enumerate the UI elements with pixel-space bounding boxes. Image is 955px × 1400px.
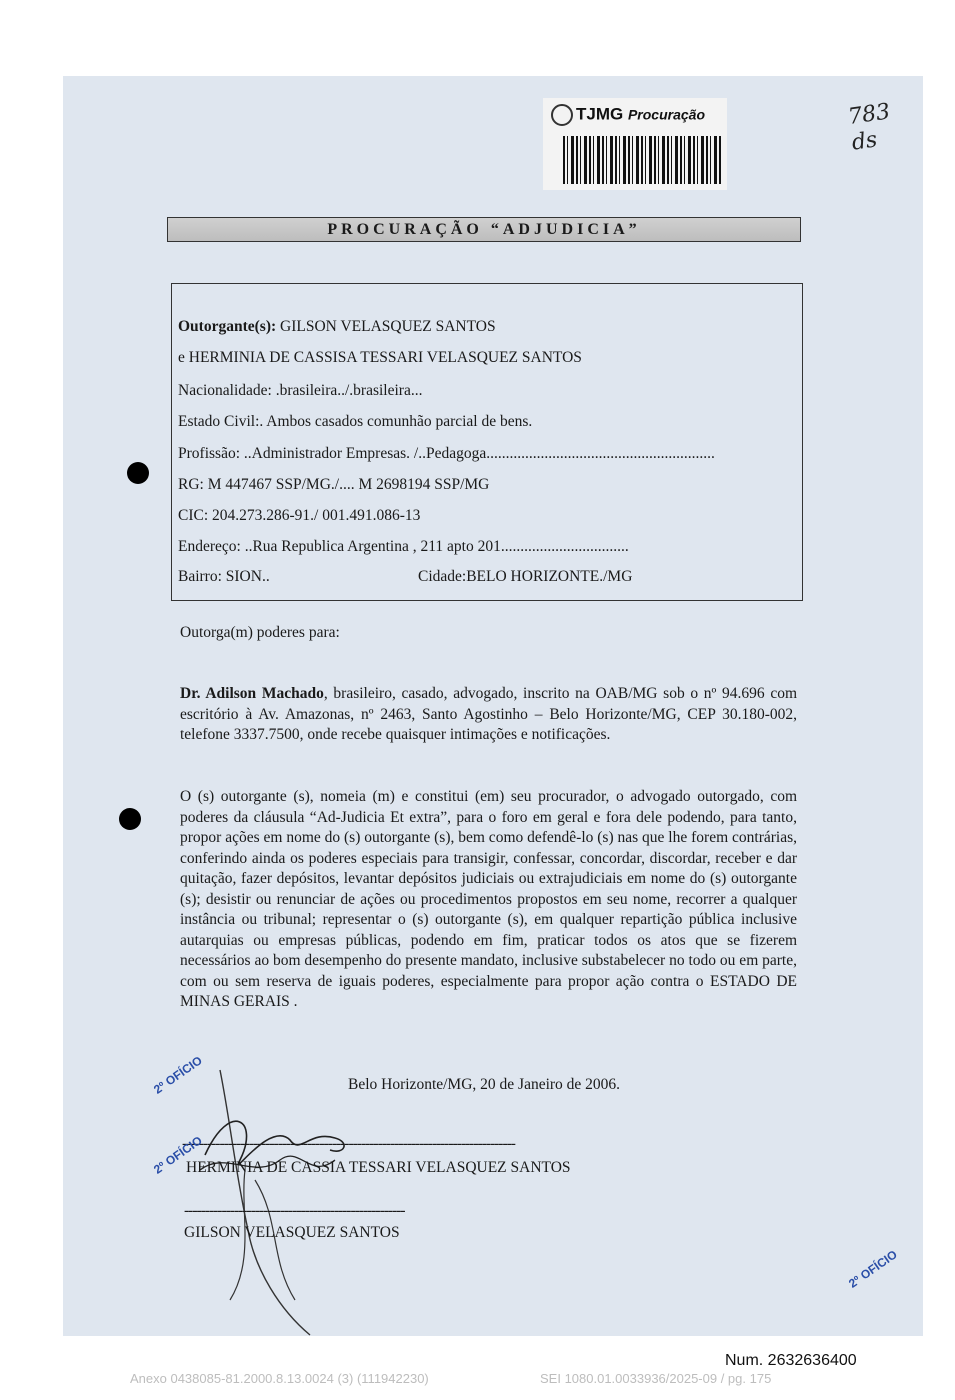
signer-2-name: GILSON VELASQUEZ SANTOS [184, 1224, 400, 1241]
handwritten-page-number [847, 99, 896, 156]
notary-stamp-3: 2º OFÍCIO [846, 1247, 900, 1291]
cidade: Cidade:BELO HORIZONTE./MG [418, 568, 633, 585]
signer-1-name: HERMINIA DE CASSIA TESSARI VELASQUEZ SANTOS [186, 1159, 571, 1176]
grantor-name-2: e HERMINIA DE CASSISA TESSARI VELASQUEZ SANTOS [178, 349, 582, 366]
notary-stamp-1: 2º OFÍCIO [151, 1053, 205, 1097]
grantor-name-1: GILSON VELASQUEZ SANTOS [280, 318, 496, 335]
footer-sei: SEI 1080.01.0033936/2025-09 / pg. 175 [540, 1371, 772, 1386]
barcode [563, 136, 723, 184]
attorney-name: Dr. Adilson Machado [180, 685, 324, 702]
seal-icon [551, 104, 573, 126]
grantor-line-1 [178, 318, 496, 336]
handnote-line1: 783 [846, 99, 892, 130]
stamp-header [551, 104, 705, 126]
handwritten-signatures [160, 1060, 400, 1340]
stamp-sublabel: Procuração [627, 106, 706, 123]
profissao: Profissão: ..Administrador Empresas. /..Pedagoga........................................................... [178, 445, 715, 462]
notary-stamp-2: 2º OFÍCIO [151, 1133, 205, 1177]
handnote-line2: ds [850, 127, 879, 156]
estado-civil: Estado Civil:. Ambos casados comunhão parcial de bens. [178, 413, 533, 430]
nacionalidade: Nacionalidade: .brasileira../.brasileira... [178, 382, 423, 399]
footer-num: Num. 2632636400 [725, 1352, 857, 1369]
powers-paragraph: O (s) outorgante (s), nomeia (m) e constitui (em) seu procurador, o advogado outorgado, com poderes da cláusula “Ad-Judicia Et extra”, para o foro em geral e fora dele podendo, para tanto, propor ações em nome do (s) outorgante (s), bem como defendê-lo (s) nas que lhe forem contrárias, conferindo ainda os poderes especiais para transigir, confessar, concordar, discordar, receber e dar quitação, fazer depósitos, levantar depósitos judiciais ou extrajudiciais em nome do (s) outorgante (s); desistir ou renunciar de ações ou procedimentos propostos em seu nome, recorrer a qualquer instância ou tribunal; representar o (s) outorgante (s), em qualquer repartição pública inclusive autarquias ou empresas públicas, podendo em fim, praticar todos os atos que se fizerem necessários ao bom desempenho do presente mandato, inclusive substabelecer no todo ou em parte, com ou sem reserva de iguais poderes, especialmente para propor ação contra o ESTADO DE MINAS GERAIS . [180, 788, 797, 1010]
powers-intro: Outorga(m) poderes para: [180, 624, 340, 641]
signature-line-1: -------------------------------------------------------------------------------- [182, 1135, 515, 1152]
cic: CIC: 204.273.286-91./ 001.491.086-13 [178, 507, 421, 524]
endereco: Endereço: ..Rua Republica Argentina , 211 apto 201................................. [178, 538, 629, 555]
place-date: Belo Horizonte/MG, 20 de Janeiro de 2006. [348, 1076, 621, 1093]
stamp-label: TJMG [576, 104, 624, 124]
attorney-paragraph [180, 684, 797, 746]
tjmg-barcode-stamp [543, 98, 727, 190]
bairro: Bairro: SION.. [178, 568, 270, 585]
punch-hole-top [127, 462, 149, 484]
footer-annex: Anexo 0438085-81.2000.8.13.0024 (3) (111942230) [130, 1371, 429, 1386]
punch-hole-bottom [119, 808, 141, 830]
document-title: PROCURAÇÃO “ADJUDICIA” [167, 217, 801, 242]
rg: RG: M 447467 SSP/MG./.... M 2698194 SSP/MG [178, 476, 490, 493]
grantor-label: Outorgante(s): [178, 318, 277, 335]
attorney-details: , brasileiro, casado, advogado, inscrito na OAB/MG sob o nº 94.696 com escritório à Av. Amazonas, nº 2463, Santo Agostinho – Belo Horizonte/MG, CEP 30.180-002, telefone 3337.7500, onde recebe quaisquer intimações e notificações. [180, 685, 798, 743]
signature-line-2: ----------------------------------------------------- [184, 1202, 405, 1219]
